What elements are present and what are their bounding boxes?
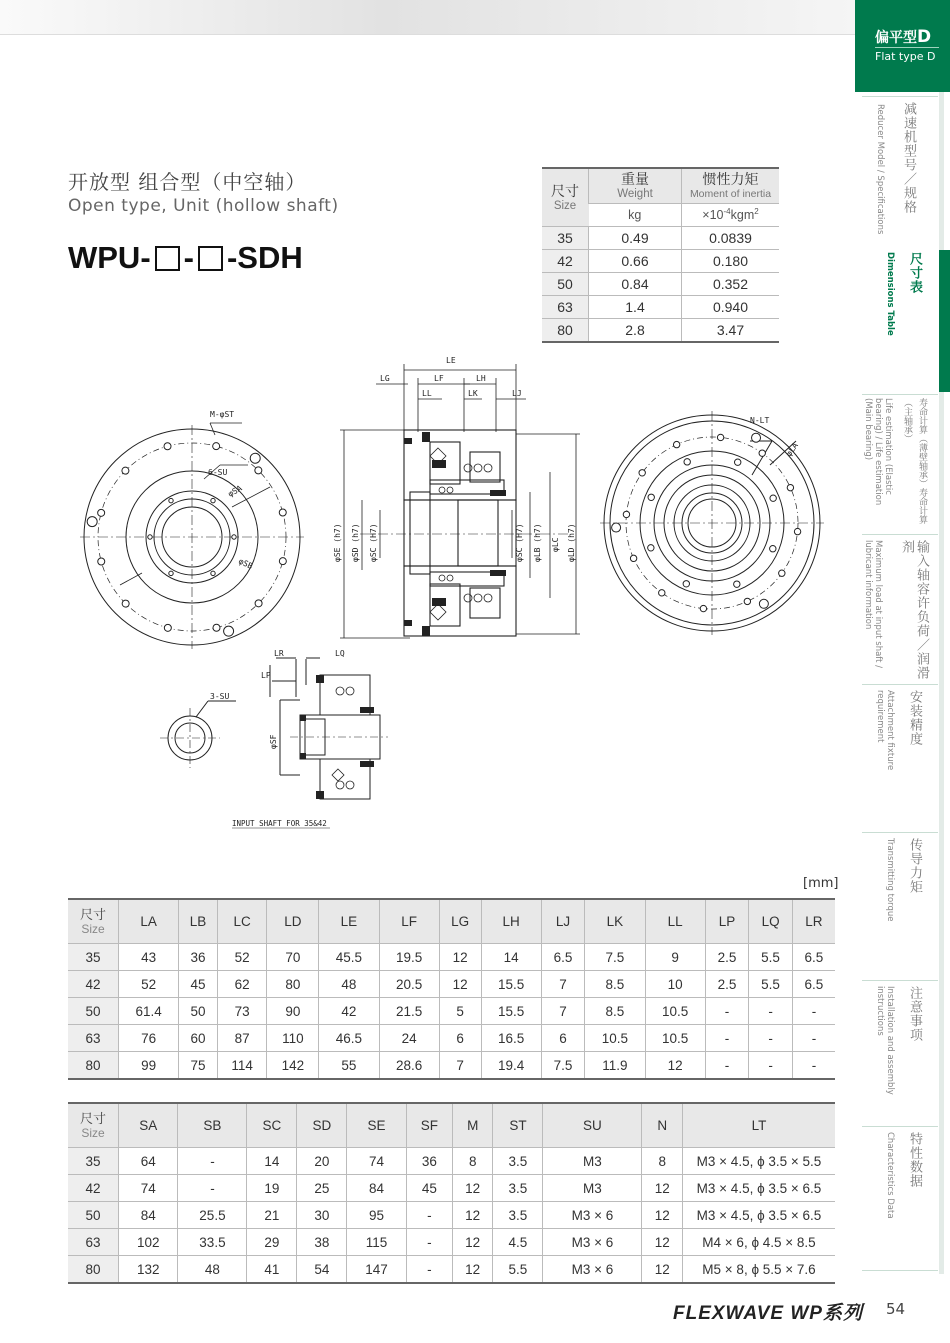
page-title-en: Open type, Unit (hollow shaft) <box>68 196 339 216</box>
table-cell: 115 <box>347 1229 406 1256</box>
label-lj: LJ <box>512 389 522 398</box>
bolt-hole-icon <box>683 581 689 587</box>
bolt-hole-icon <box>779 570 785 576</box>
weight-header: 重量 Weight <box>589 168 682 204</box>
table-cell: 132 <box>119 1256 178 1284</box>
table-row <box>68 971 835 998</box>
label-ld: φLD (h7) <box>567 523 576 562</box>
table-cell: 42 <box>68 1175 119 1202</box>
table-cell: 63 <box>68 1229 119 1256</box>
column-header: SA <box>119 1103 178 1148</box>
bolt-hole-icon <box>759 599 768 608</box>
table-cell: 64 <box>119 1148 178 1175</box>
bolt-hole-icon <box>735 459 741 465</box>
label-sf: φSF <box>269 734 278 749</box>
column-header: SE <box>347 1103 406 1148</box>
table-cell: 90 <box>267 998 319 1025</box>
label-m-st: M-φST <box>210 410 235 419</box>
table-cell: 3.5 <box>493 1175 543 1202</box>
column-header: LG <box>439 899 481 944</box>
table-cell: 35 <box>542 227 589 250</box>
table-cell: 12 <box>642 1202 683 1229</box>
table-cell: - <box>406 1256 452 1284</box>
table-cell: 19 <box>247 1175 297 1202</box>
table-row <box>68 944 835 971</box>
table-cell: 5 <box>439 998 481 1025</box>
table-cell: 50 <box>179 998 218 1025</box>
table-cell: 10 <box>645 971 705 998</box>
bolt-hole-icon <box>734 581 740 587</box>
bolt-hole-icon <box>169 571 173 575</box>
unit-label: [mm] <box>803 876 839 891</box>
table-row <box>542 250 779 273</box>
table-cell: 0.352 <box>682 273 780 296</box>
table-cell: 10.5 <box>645 998 705 1025</box>
table-cell: 42 <box>68 971 119 998</box>
table-cell: 76 <box>119 1025 179 1052</box>
table-cell: 4.5 <box>493 1229 543 1256</box>
bolt-hole-icon <box>211 498 215 502</box>
table-cell: 45.5 <box>319 944 379 971</box>
column-header: LK <box>585 899 645 944</box>
table-cell: 54 <box>297 1256 347 1284</box>
section-view-drawing <box>330 352 610 652</box>
bolt-hole-icon <box>169 498 173 502</box>
table-row <box>68 1229 835 1256</box>
column-header: SB <box>178 1103 247 1148</box>
front-view-drawing <box>80 395 335 650</box>
table-cell: 84 <box>119 1202 178 1229</box>
table-cell: 0.66 <box>589 250 682 273</box>
table-cell: 11.9 <box>585 1052 645 1080</box>
table-cell: 15.5 <box>481 998 541 1025</box>
table-cell: 60 <box>179 1025 218 1052</box>
table-row <box>68 1202 835 1229</box>
bolt-hole-icon <box>717 434 723 440</box>
table-cell: 46.5 <box>319 1025 379 1052</box>
label-3-su: 3-SU <box>210 692 230 701</box>
brand-logo: FLEXWAVE WP系列 <box>673 1303 863 1324</box>
table-cell: - <box>749 1052 793 1080</box>
bolt-hole-icon <box>164 443 171 450</box>
table-cell: - <box>749 1025 793 1052</box>
column-header: LF <box>379 899 439 944</box>
column-header: LL <box>645 899 705 944</box>
bolt-hole-icon <box>752 433 761 442</box>
table-cell: - <box>705 1025 749 1052</box>
table-row <box>542 319 779 343</box>
table-cell: 6 <box>439 1025 481 1052</box>
label-la: φLA <box>784 441 800 459</box>
table-cell: 0.49 <box>589 227 682 250</box>
table-row <box>68 1052 835 1080</box>
table-cell: 12 <box>642 1229 683 1256</box>
table-cell: 5.5 <box>749 971 793 998</box>
table-cell: 62 <box>217 971 267 998</box>
table-cell: 3.5 <box>493 1202 543 1229</box>
table-cell: 75 <box>179 1052 218 1080</box>
table-cell: 28.6 <box>379 1052 439 1080</box>
table-cell: 99 <box>119 1052 179 1080</box>
bolt-hole-icon <box>148 535 152 539</box>
column-header: N <box>642 1103 683 1148</box>
nav-item-characteristics[interactable]: 特性数据 Characteristics Data <box>855 1124 939 1274</box>
table-cell: 63 <box>542 296 589 319</box>
table-cell: 7 <box>541 971 585 998</box>
column-header: LQ <box>749 899 793 944</box>
column-header: LP <box>705 899 749 944</box>
table-cell: 45 <box>406 1175 452 1202</box>
table-cell: 19.5 <box>379 944 439 971</box>
table-cell: 25.5 <box>178 1202 247 1229</box>
table-cell: 48 <box>178 1256 247 1284</box>
bolt-hole-icon <box>211 571 215 575</box>
table-cell: 0.940 <box>682 296 780 319</box>
table-cell: 12 <box>439 971 481 998</box>
table-cell: 33.5 <box>178 1229 247 1256</box>
bolt-hole-icon <box>250 453 260 463</box>
bolt-hole-icon <box>98 509 105 516</box>
nav-item-torque[interactable]: 传导力矩 Transmitting torque <box>855 830 939 978</box>
bolt-hole-icon <box>770 546 776 552</box>
table-cell: 114 <box>217 1052 267 1080</box>
column-header: SC <box>247 1103 297 1148</box>
label-lg: LG <box>380 374 390 383</box>
label-sb: φSB <box>237 556 255 571</box>
table-cell: 95 <box>347 1202 406 1229</box>
bolt-hole-icon <box>224 626 234 636</box>
label-sd: φSD (h7) <box>351 523 360 562</box>
table-cell: 24 <box>379 1025 439 1052</box>
table-cell: 7 <box>541 998 585 1025</box>
bolt-hole-icon <box>279 558 286 565</box>
side-navigation <box>855 0 950 1343</box>
bolt-hole-icon <box>122 467 129 474</box>
table-cell: 50 <box>68 998 119 1025</box>
table-cell: 20 <box>297 1148 347 1175</box>
table-cell: 50 <box>542 273 589 296</box>
table-cell: 6.5 <box>792 944 835 971</box>
table-cell: 30 <box>297 1202 347 1229</box>
table-row <box>68 1256 835 1284</box>
label-sa: φSA <box>226 483 244 499</box>
column-header: LD <box>267 899 319 944</box>
size-header: 尺寸 Size <box>68 899 119 944</box>
table-cell: 80 <box>68 1256 119 1284</box>
bolt-hole-icon <box>659 590 665 596</box>
table-cell: 2.8 <box>589 319 682 343</box>
table-cell: 2.5 <box>705 944 749 971</box>
table-cell: 21 <box>247 1202 297 1229</box>
rear-view-drawing <box>600 405 830 645</box>
table-cell: 10.5 <box>645 1025 705 1052</box>
table-cell: 7.5 <box>541 1052 585 1080</box>
column-header: SU <box>543 1103 642 1148</box>
table-cell: 16.5 <box>481 1025 541 1052</box>
table-cell: - <box>406 1202 452 1229</box>
nav-item-attachment[interactable]: 安装精度 Attachment fixture requirement <box>855 682 939 830</box>
column-header: SF <box>406 1103 452 1148</box>
label-ll: LL <box>422 389 432 398</box>
bolt-hole-icon <box>255 600 262 607</box>
table-cell: 8.5 <box>585 998 645 1025</box>
bolt-hole-icon <box>255 467 262 474</box>
table-row <box>68 998 835 1025</box>
table-cell: M5 × 8, ϕ 5.5 × 7.6 <box>683 1256 836 1284</box>
table-cell: 21.5 <box>379 998 439 1025</box>
column-header: SD <box>297 1103 347 1148</box>
nav-item-life-estimation[interactable]: 寿命计算（薄壁轴承）寿命计算（主轴承） Life estimation (Elastic bearing) / Life estimation (Main bearing) <box>855 392 939 532</box>
table-cell: 1.4 <box>589 296 682 319</box>
size-header: 尺寸 Size <box>68 1103 119 1148</box>
table-cell: 61.4 <box>119 998 179 1025</box>
bolt-hole-icon <box>700 605 706 611</box>
table-cell: 12 <box>642 1175 683 1202</box>
table-cell: 25 <box>297 1175 347 1202</box>
table-cell: 8 <box>642 1148 683 1175</box>
dimension-table-1 <box>68 898 835 1080</box>
table-row <box>542 296 779 319</box>
table-cell: 7 <box>439 1052 481 1080</box>
table-cell: 6.5 <box>792 971 835 998</box>
bolt-hole-icon <box>623 511 629 517</box>
table-cell: 38 <box>297 1229 347 1256</box>
blank-box-icon <box>155 246 180 271</box>
label-6-su: 6-SU <box>208 468 228 477</box>
table-cell: 10.5 <box>585 1025 645 1052</box>
table-cell: 110 <box>267 1025 319 1052</box>
table-cell: M3 × 4.5, ϕ 3.5 × 6.5 <box>683 1175 836 1202</box>
label-lh: LH <box>476 374 486 383</box>
table-cell: 12 <box>452 1175 493 1202</box>
label-se: φSE (h7) <box>333 523 342 562</box>
column-header: LH <box>481 899 541 944</box>
label-lc: φLC <box>551 537 560 552</box>
table-cell: 73 <box>217 998 267 1025</box>
page-title-cn: 开放型 组合型（中空轴） <box>68 170 307 194</box>
table-cell: 12 <box>645 1052 705 1080</box>
bolt-hole-icon <box>639 470 645 476</box>
label-le: LE <box>446 356 456 365</box>
table-row <box>68 1148 835 1175</box>
table-cell: 43 <box>119 944 179 971</box>
model-designation: WPU- - -SDH <box>68 240 303 275</box>
bolt-hole-icon <box>770 495 776 501</box>
nav-item-reducer-model[interactable]: 减速机型号／规格 Reducer Model / Specifications <box>855 92 939 250</box>
table-cell: M3 × 6 <box>543 1202 642 1229</box>
bolt-hole-icon <box>122 600 129 607</box>
bolt-hole-icon <box>98 558 105 565</box>
table-cell: 55 <box>319 1052 379 1080</box>
table-row <box>542 273 779 296</box>
bolt-hole-icon <box>630 555 636 561</box>
label-input-shaft: INPUT SHAFT FOR 35&42 <box>232 819 327 828</box>
dimension-table-2 <box>68 1102 835 1284</box>
side-title-en: Flat type D <box>875 50 936 63</box>
table-cell: 2.5 <box>705 971 749 998</box>
table-cell: 36 <box>406 1148 452 1175</box>
table-cell: 42 <box>319 998 379 1025</box>
table-cell: 70 <box>267 944 319 971</box>
table-cell: M3 × 6 <box>543 1229 642 1256</box>
table-cell: - <box>705 998 749 1025</box>
page-number: 54 <box>886 1300 906 1318</box>
table-cell: M3 <box>543 1175 642 1202</box>
table-cell: - <box>178 1175 247 1202</box>
bolt-hole-icon <box>684 459 690 465</box>
side-title-cn: 偏平型D <box>875 27 932 47</box>
table-cell: 35 <box>68 944 119 971</box>
inertia-unit: $\times 10^{-4}kgm^2$ <box>682 204 780 227</box>
bolt-hole-icon <box>213 443 220 450</box>
label-lq: LQ <box>335 649 345 658</box>
bolt-hole-icon <box>794 528 800 534</box>
table-cell: 5.5 <box>749 944 793 971</box>
table-cell: - <box>178 1148 247 1175</box>
label-lk: LK <box>468 389 478 398</box>
inertia-header: 惯性力矩 Moment of inertia <box>682 168 780 204</box>
table-cell: 63 <box>68 1025 119 1052</box>
column-header: LA <box>119 899 179 944</box>
table-cell: 80 <box>542 319 589 343</box>
bolt-hole-icon <box>279 509 286 516</box>
label-lp: LP <box>261 671 271 680</box>
table-cell: M3 × 6 <box>543 1256 642 1284</box>
table-cell: - <box>792 1052 835 1080</box>
table-cell: 8.5 <box>585 971 645 998</box>
side-header <box>855 0 950 92</box>
table-cell: 80 <box>267 971 319 998</box>
table-cell: 0.84 <box>589 273 682 296</box>
table-cell: 0.0839 <box>682 227 780 250</box>
column-header: LB <box>179 899 218 944</box>
table-cell: M3 × 4.5, ϕ 3.5 × 6.5 <box>683 1202 836 1229</box>
bolt-hole-icon <box>648 545 654 551</box>
table-cell: 12 <box>439 944 481 971</box>
table-cell: - <box>792 1025 835 1052</box>
bolt-hole-icon <box>164 624 171 631</box>
table-cell: 6 <box>541 1025 585 1052</box>
bolt-hole-icon <box>744 598 750 604</box>
table-cell: 52 <box>119 971 179 998</box>
top-band <box>0 0 855 34</box>
bolt-hole-icon <box>612 523 621 532</box>
table-cell: 12 <box>452 1202 493 1229</box>
column-header: LR <box>792 899 835 944</box>
table-cell: 20.5 <box>379 971 439 998</box>
table-cell: 80 <box>68 1052 119 1080</box>
table-cell: - <box>705 1052 749 1080</box>
table-cell: 45 <box>179 971 218 998</box>
table-cell: 74 <box>119 1175 178 1202</box>
table-cell: 142 <box>267 1052 319 1080</box>
bolt-hole-icon <box>673 441 679 447</box>
bolt-hole-icon <box>232 535 236 539</box>
input-shaft-drawing <box>160 645 390 835</box>
table-cell: 36 <box>179 944 218 971</box>
table-cell: 19.4 <box>481 1052 541 1080</box>
column-header: LE <box>319 899 379 944</box>
bolt-hole-icon <box>648 494 654 500</box>
table-cell: 7.5 <box>585 944 645 971</box>
table-cell: 6.5 <box>541 944 585 971</box>
table-cell: 50 <box>68 1202 119 1229</box>
table-cell: 15.5 <box>481 971 541 998</box>
top-rule <box>0 34 855 35</box>
table-cell: 87 <box>217 1025 267 1052</box>
weight-inertia-table <box>542 167 779 343</box>
bolt-hole-icon <box>759 450 765 456</box>
table-cell: 41 <box>247 1256 297 1284</box>
label-sc-right: φSC (H7) <box>515 523 524 562</box>
nav-item-instructions[interactable]: 注意事项 Installation and assembly instructions <box>855 978 939 1124</box>
label-lb: φLB (h7) <box>533 523 542 562</box>
table-cell: 84 <box>347 1175 406 1202</box>
nav-item-dimensions-table[interactable]: 尺寸表 Dimensions Table <box>885 252 922 336</box>
label-lf: LF <box>434 374 444 383</box>
column-header: M <box>452 1103 493 1148</box>
table-cell: 3.47 <box>682 319 780 343</box>
table-row <box>68 1025 835 1052</box>
table-cell: M3 × 4.5, ϕ 3.5 × 5.5 <box>683 1148 836 1175</box>
table-cell: 29 <box>247 1229 297 1256</box>
table-cell: 102 <box>119 1229 178 1256</box>
table-cell: 12 <box>452 1256 493 1284</box>
table-cell: 5.5 <box>493 1256 543 1284</box>
table-cell: M4 × 6, ϕ 4.5 × 8.5 <box>683 1229 836 1256</box>
column-header: LJ <box>541 899 585 944</box>
table-cell: M3 <box>543 1148 642 1175</box>
label-n-lt: N-LT <box>750 416 770 425</box>
side-active-marker <box>939 250 950 392</box>
size-header: 尺寸 Size <box>542 168 589 227</box>
nav-item-input-load[interactable]: 输入轴容许负荷／润滑剂 Maximum load at input shaft / lubricant information <box>855 532 939 682</box>
table-cell: 3.5 <box>493 1148 543 1175</box>
table-cell: 74 <box>347 1148 406 1175</box>
table-row <box>542 227 779 250</box>
table-cell: 8 <box>452 1148 493 1175</box>
table-cell: 42 <box>542 250 589 273</box>
column-header: LC <box>217 899 267 944</box>
bolt-hole-icon <box>213 624 220 631</box>
column-header: ST <box>493 1103 543 1148</box>
table-cell: 52 <box>217 944 267 971</box>
table-row <box>68 1175 835 1202</box>
table-cell: 147 <box>347 1256 406 1284</box>
bolt-hole-icon <box>87 517 97 527</box>
weight-unit: kg <box>589 204 682 227</box>
table-cell: 35 <box>68 1148 119 1175</box>
table-cell: 0.180 <box>682 250 780 273</box>
table-cell: - <box>749 998 793 1025</box>
table-cell: 48 <box>319 971 379 998</box>
label-lr: LR <box>274 649 284 658</box>
bolt-hole-icon <box>787 484 793 490</box>
table-cell: - <box>792 998 835 1025</box>
label-sc-left: φSC (H7) <box>369 523 378 562</box>
column-header: LT <box>683 1103 836 1148</box>
blank-box-icon <box>198 246 223 271</box>
table-cell: 12 <box>642 1256 683 1284</box>
table-cell: - <box>406 1229 452 1256</box>
table-cell: 12 <box>452 1229 493 1256</box>
table-cell: 14 <box>481 944 541 971</box>
table-cell: 14 <box>247 1148 297 1175</box>
table-cell: 9 <box>645 944 705 971</box>
